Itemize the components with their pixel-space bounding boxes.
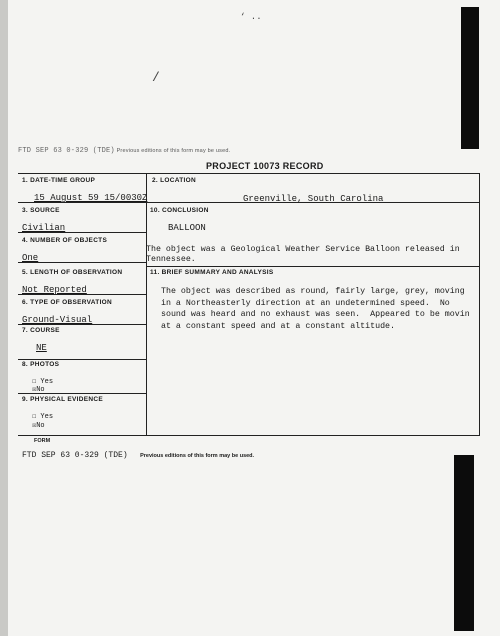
conclusion-text-line-2: Tennessee. [146,255,196,264]
footer-note: Previous editions of this form may be used. [140,453,255,459]
form-title: PROJECT 10073 RECORD [206,161,324,171]
objects-value: One [22,253,39,263]
project-record-form [18,147,480,437]
evidence-yes-checkbox: ☐ Yes [32,413,54,421]
row-divider [18,359,146,360]
length-value: Not Reported [22,285,87,295]
type-value: Ground-Visual [22,315,93,325]
location-label: 2. LOCATION [152,177,196,184]
form-header-line [18,147,480,155]
evidence-no-checkbox: ☒No [32,422,45,430]
page-edge [0,0,8,636]
summary-label: 11. BRIEF SUMMARY AND ANALYSIS [150,269,274,276]
photos-no-checkbox: ☒No [32,386,45,394]
location-value: Greenville, South Carolina [243,194,384,204]
scan-bar-top [461,7,479,149]
conclusion-value: BALLOON [168,223,206,233]
conclusion-text-line-1: The object was a Geological Weather Service Balloon released in [146,245,460,254]
length-label: 5. LENGTH OF OBSERVATION [22,269,123,276]
objects-label: 4. NUMBER OF OBJECTS [22,237,108,244]
source-label: 3. SOURCE [22,207,60,214]
type-label: 6. TYPE OF OBSERVATION [22,299,113,306]
date-time-label: 1. DATE-TIME GROUP [22,177,96,184]
summary-text: The object was described as round, fairly large, grey, moving in a Northeasterly direction at an undetermined speed. No sound was heard and no exhaust was seen. Appeared to be movin at a constant speed and at a constant altitude. [161,287,470,331]
evidence-label: 9. PHYSICAL EVIDENCE [22,396,104,403]
form-header-note: Previous editions of this form may be used. [116,148,231,154]
date-time-value: 15 August 59 15/0030Z [34,193,148,203]
stray-dots: ‘ .. [240,12,262,22]
course-label: 7. COURSE [22,327,60,334]
footer-form-code: FTD SEP 63 0-329 (TDE) [22,451,128,460]
form-footer [22,438,254,462]
stray-mark: / [152,70,160,85]
column-divider [146,174,147,435]
photos-label: 8. PHOTOS [22,361,60,368]
photos-yes-checkbox: ☐ Yes [32,378,54,386]
scan-bar-bottom [454,455,474,631]
source-value: Civilian [22,223,66,233]
course-value: NE [36,343,47,353]
form-header-code: FTD SEP 63 0-329 (TDE) [18,147,115,155]
row-divider [146,266,480,267]
footer-form-word: FORM [34,438,51,444]
conclusion-label: 10. CONCLUSION [150,207,209,214]
